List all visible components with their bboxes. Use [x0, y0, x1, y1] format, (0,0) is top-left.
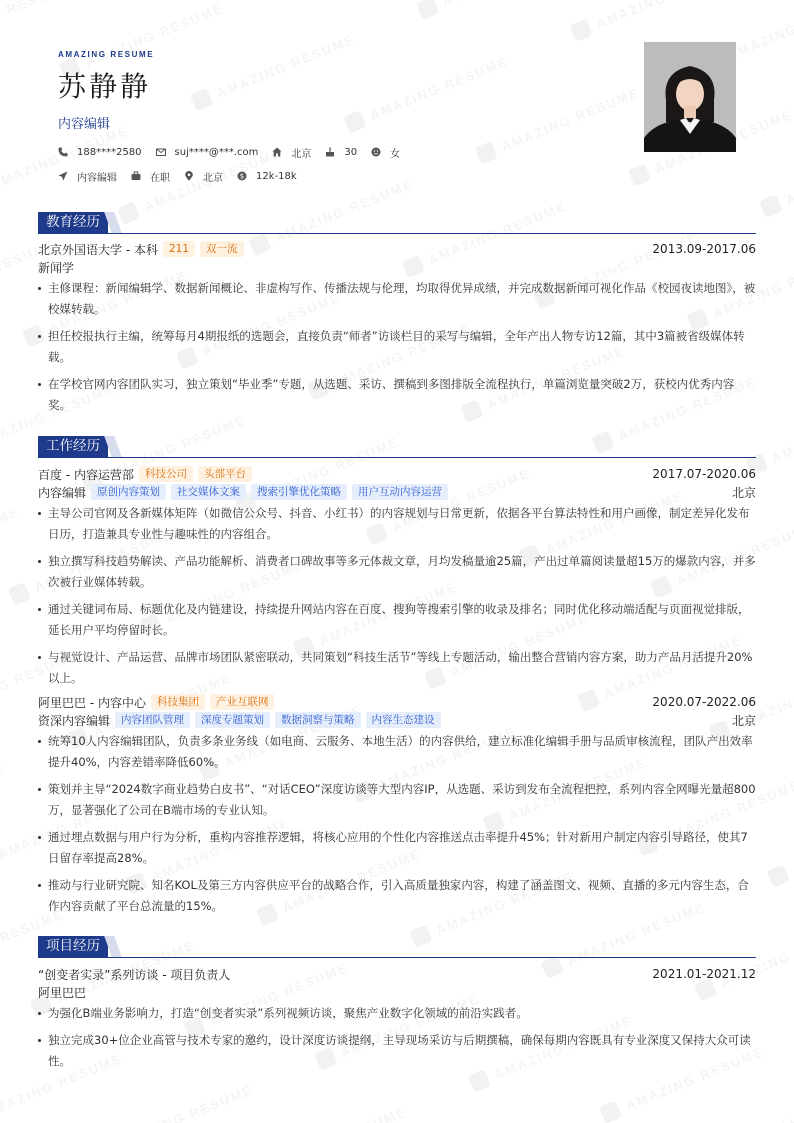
education-title: 教育经历 [38, 212, 108, 233]
intent-city-item [184, 169, 223, 184]
phone-item [58, 147, 142, 158]
list-item: 推动与行业研究院、知名KOL及第三方内容供应平台的战略合作，引入高质量独家内容，构建了涵盖图文、视频、直播的多元内容生态，合作内容贡献了平台总流量的15%。 [38, 875, 756, 917]
profile-photo [644, 42, 736, 152]
intent-role-item [58, 169, 117, 184]
watermark-item [569, 0, 737, 42]
watermark-text [777, 1066, 794, 1123]
project-org: 阿里巴巴 [38, 985, 87, 1000]
school-name: 北京外国语大学 - 本科 [38, 242, 158, 257]
portrait-image [644, 42, 736, 152]
cake-icon [325, 147, 335, 157]
list-item: 与视觉设计、产品运营、品牌市场团队紧密联动，共同策划“科技生活节”等线上专题活动，输出整合营销内容方案，助力产品月活提升20%以上。 [38, 647, 756, 689]
svg-text:$: $ [239, 172, 245, 181]
watermark-text [440, 0, 583, 9]
education-entry [38, 240, 756, 416]
work-row [38, 465, 756, 483]
user-face-icon [371, 147, 381, 157]
watermark-logo-icon [599, 1101, 622, 1123]
watermark-item [759, 136, 794, 218]
work-bullets [38, 731, 756, 917]
skill-tag: 内容生态建设 [366, 712, 441, 728]
major: 新闻学 [38, 260, 75, 275]
skill-tag: 原创内容策划 [91, 484, 166, 500]
company-name: 百度 - 内容运营部 [38, 467, 134, 482]
company-tag: 头部平台 [198, 466, 252, 482]
list-item: 统筹10人内容编辑团队，负责多条业务线（如电商、云服务、本地生活）的内容供给，建立标准化编辑手册与品质审核流程，团队产出效率提升40%，内容差错率降低60%。 [38, 731, 756, 773]
list-item: 通过关键词布局、标题优化及内链建设，持续提升网站内容在百度、搜狗等搜索引擎的收录及排名；同时优化移动端适配与页面视觉排版，延长用户平均停留时长。 [38, 599, 756, 641]
watermark-text [594, 0, 737, 31]
project-section [38, 936, 756, 1078]
project-entry [38, 965, 756, 1072]
work-entry [38, 465, 756, 689]
candidate-name: 苏静静 [58, 70, 152, 103]
list-item: 策划并主导“2024数字商业趋势白皮书”、“对话CEO”深度访谈等大型内容IP，从选题、采访到发布全流程把控，系列内容全网曝光量超800万，显著强化了公司在B端市场的专业认知。 [38, 779, 756, 821]
education-section [38, 212, 756, 422]
briefcase-icon [131, 171, 141, 181]
brand-label: AMAZING RESUME [58, 50, 155, 59]
money-icon [237, 171, 247, 181]
skill-tag: 用户互动内容运营 [352, 484, 448, 500]
project-bullets [38, 1003, 756, 1072]
salary-text: 12k-18k [256, 170, 297, 182]
work-entry [38, 693, 756, 917]
watermark-item [88, 1080, 256, 1123]
watermark-item [752, 1064, 794, 1123]
watermark-text [113, 1082, 256, 1123]
watermark-logo-icon [569, 19, 592, 42]
send-icon [58, 171, 68, 181]
gender-item [371, 145, 400, 160]
watermark-text [783, 138, 794, 207]
watermark-item [241, 1102, 409, 1123]
school-tag: 双一流 [200, 241, 244, 257]
list-item: 通过埋点数据与用户行为分析，重构内容推荐逻辑，将核心应用的个性化内容推送点击率提升45%；针对新用户制定内容引导路径，使其7日留存率提高28%。 [38, 827, 756, 869]
email-text: suj****@***.com [174, 146, 259, 158]
list-item: 担任校报执行主编，统筹每月4期报纸的选题会，直接负责“师者”访谈栏目的采写与编辑，全年产出人物专访12篇，其中3篇被省级媒体转载。 [38, 326, 756, 368]
list-item: 在学校官网内容团队实习，独立策划“毕业季”专题，从选题、采访、撰稿到多图排版全流程执行，单篇浏览量突破2万，获校内优秀内容奖。 [38, 374, 756, 416]
company-tag: 科技集团 [151, 694, 205, 710]
education-header [38, 212, 756, 234]
age-text: 30 [344, 146, 358, 158]
watermark-logo-icon [766, 865, 789, 888]
watermark-item [0, 502, 22, 584]
intent-row [58, 169, 414, 183]
company-tag: 产业互联网 [210, 694, 275, 710]
watermark-item [416, 0, 584, 20]
skill-tag: 社交媒体文案 [171, 484, 246, 500]
home-icon [272, 147, 282, 157]
watermark-text [499, 84, 642, 153]
list-item: 独立完成30+位企业高管与技术专家的邀约，设计深度访谈提纲，主导现场采访与后期撰稿，确保每期内容既具有专业深度又保持大众可读性。 [38, 1030, 756, 1072]
education-row [38, 240, 756, 258]
skill-tag: 深度专题策划 [195, 712, 270, 728]
location-text: 北京 [291, 148, 312, 160]
work-date: 2017.07-2020.06 [652, 467, 756, 481]
status-item [131, 169, 170, 184]
watermark-logo-icon [627, 163, 650, 186]
project-row [38, 965, 756, 983]
list-item: 主导公司官网及各新媒体矩阵（如微信公众号、抖音、小红书）的内容规划与日常更新，依据各平台算法特性和用户画像，制定差异化发布日历，打造兼具专业性与趣味性的内容组合。 [38, 503, 756, 545]
work-header [38, 436, 756, 458]
watermark-item [0, 760, 8, 842]
phone-icon [58, 147, 68, 157]
company-name: 阿里巴巴 - 内容中心 [38, 695, 146, 710]
list-item: 主修课程：新闻编辑学、数据新闻概论、非虚构写作、传播法规与伦理，均取得优异成绩，并完成数据新闻可视化作品《校园夜读地图》，被校媒转载。 [38, 278, 756, 320]
position-row [38, 711, 756, 729]
watermark-logo-icon [8, 582, 31, 605]
position: 资深内容编辑 [38, 713, 111, 728]
list-item: 为强化B端业务影响力，打造“创变者实录”系列视频访谈，聚焦产业数字化领域的前沿实践者。 [38, 1003, 756, 1024]
watermark-item [766, 806, 794, 888]
resume-header [58, 50, 414, 183]
watermark-text [0, 761, 7, 830]
major-row [38, 258, 756, 276]
project-name: “创变者实录”系列访谈 - 项目负责人 [38, 967, 231, 982]
education-date: 2013.09-2017.06 [652, 242, 756, 256]
watermark-text [0, 0, 72, 47]
skill-tag: 搜索引擎优化策略 [251, 484, 347, 500]
list-item: 独立撰写科技趋势解读、产品功能解析、消费者口碑故事等多元体裁文章，月均发稿量逾25篇，产出过单篇阅读量超15万的爆款内容，并多次被行业媒体转载。 [38, 551, 756, 593]
intent-role-text: 内容编辑 [77, 172, 117, 184]
company-tag: 科技公司 [139, 466, 193, 482]
work-section [38, 436, 756, 923]
school-tag: 211 [163, 241, 195, 257]
mail-icon [156, 147, 166, 157]
position-row [38, 483, 756, 501]
age-item [325, 147, 357, 158]
location-item [272, 145, 311, 160]
map-pin-icon [184, 171, 194, 181]
project-org-row [38, 983, 756, 1001]
watermark-text [266, 1104, 409, 1123]
watermark-text [769, 396, 794, 465]
intent-city-text: 北京 [203, 172, 223, 184]
status-text: 在职 [150, 172, 170, 184]
watermark-item [474, 83, 642, 165]
project-title: 项目经历 [38, 936, 108, 957]
salary-item [237, 171, 297, 182]
work-row [38, 693, 756, 711]
project-header [38, 936, 756, 958]
watermark-logo-icon [759, 195, 782, 218]
education-bullets [38, 278, 756, 416]
work-bullets [38, 503, 756, 689]
phone-text: 188****2580 [77, 146, 142, 158]
work-title: 工作经历 [38, 436, 108, 457]
skill-tag: 数据洞察与策略 [275, 712, 361, 728]
contact-row [58, 145, 414, 159]
watermark-logo-icon [474, 141, 497, 164]
gender-text: 女 [390, 148, 401, 160]
skill-tag: 内容团队管理 [115, 712, 190, 728]
position: 内容编辑 [38, 485, 87, 500]
watermark-text [0, 503, 22, 572]
work-city: 北京 [731, 713, 756, 728]
project-date: 2021.01-2021.12 [652, 967, 756, 981]
email-item [156, 147, 259, 158]
work-city: 北京 [731, 485, 756, 500]
candidate-role: 内容编辑 [58, 117, 111, 132]
work-date: 2020.07-2022.06 [652, 695, 756, 709]
watermark-logo-icon [416, 0, 439, 20]
